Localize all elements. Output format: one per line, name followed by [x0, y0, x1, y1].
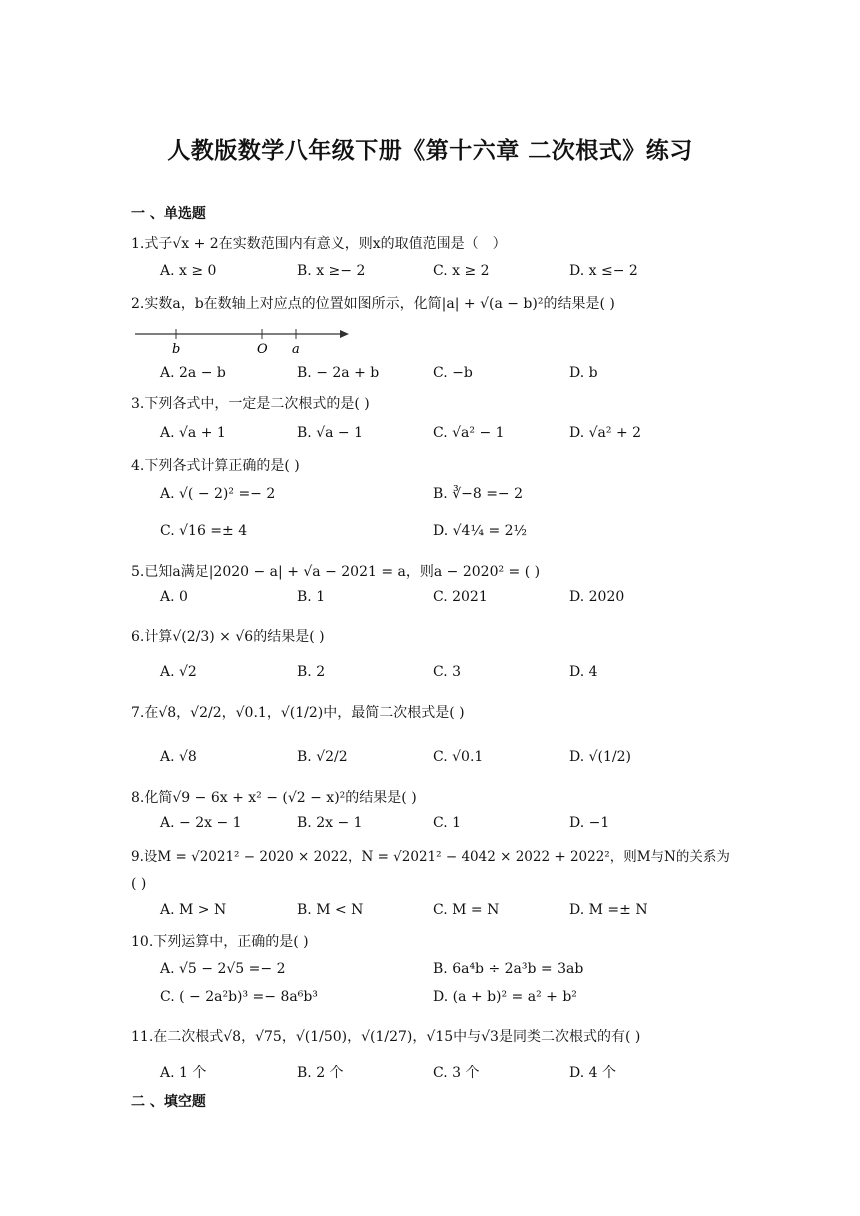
page-title: 人教版数学八年级下册《第十六章 二次根式》练习 [167, 138, 693, 164]
question-8-stem: 8.化简√9 − 6x + x² − (√2 − x)²的结果是( ) [131, 790, 417, 806]
question-5-option-b[interactable]: B. 1 [297, 589, 326, 605]
question-8-option-b[interactable]: B. 2x − 1 [297, 815, 363, 831]
label-o: O [257, 342, 268, 357]
question-7-option-a[interactable]: A. √8 [160, 749, 197, 765]
question-6-option-d[interactable]: D. 4 [569, 664, 598, 680]
question-9-option-d[interactable]: D. M =± N [569, 902, 648, 918]
question-5-stem: 5.已知a满足|2020 − a| + √a − 2021 = a，则a − 2020² = ( ) [131, 564, 541, 580]
question-3-option-a[interactable]: A. √a + 1 [160, 425, 226, 441]
label-a: a [292, 342, 300, 357]
question-6-stem: 6.计算√(2/3) × √6的结果是( ) [131, 629, 325, 645]
question-5-option-a[interactable]: A. 0 [160, 589, 188, 605]
question-8-option-a[interactable]: A. − 2x − 1 [160, 815, 242, 831]
question-10-option-a[interactable]: A. √5 − 2√5 =− 2 [160, 961, 286, 977]
question-4-option-a[interactable]: A. √( − 2)² =− 2 [160, 486, 276, 502]
question-9-option-c[interactable]: C. M = N [433, 902, 500, 918]
label-b: b [172, 342, 181, 357]
question-2-stem: 2.实数a，b在数轴上对应点的位置如图所示，化简|a| + √(a − b)²的结果是( ) [131, 296, 615, 312]
question-7-option-c[interactable]: C. √0.1 [433, 749, 484, 765]
question-1-option-a[interactable]: A. x ≥ 0 [160, 263, 217, 279]
question-9-option-b[interactable]: B. M < N [297, 902, 364, 918]
question-1-stem: 1.式子√x + 2在实数范围内有意义，则x的取值范围是（ ） [131, 236, 507, 252]
question-3-option-b[interactable]: B. √a − 1 [297, 425, 363, 441]
question-11-option-b[interactable]: B. 2 个 [297, 1065, 344, 1081]
question-3-option-c[interactable]: C. √a² − 1 [433, 425, 505, 441]
question-1-option-d[interactable]: D. x ≤− 2 [569, 263, 638, 279]
question-2-option-d[interactable]: D. b [569, 365, 598, 381]
question-7-stem: 7.在√8，√2/2，√0.1，√(1/2)中，最简二次根式是( ) [131, 705, 465, 721]
number-line-figure [133, 322, 363, 362]
question-4-option-c[interactable]: C. √16 =± 4 [160, 523, 248, 539]
question-2-option-a[interactable]: A. 2a − b [160, 365, 226, 381]
question-2-option-c[interactable]: C. −b [433, 365, 473, 381]
question-4-option-b[interactable]: B. ∛−8 =− 2 [433, 486, 524, 502]
question-3-stem: 3.下列各式中，一定是二次根式的是( ) [131, 396, 370, 412]
question-9-option-a[interactable]: A. M > N [160, 902, 227, 918]
section-heading-fill-in: 二 、填空题 [131, 1094, 206, 1110]
question-4-stem: 4.下列各式计算正确的是( ) [131, 458, 300, 474]
number-line-arrow [340, 330, 349, 338]
question-10-option-c[interactable]: C. ( − 2a²b)³ =− 8a⁶b³ [160, 989, 318, 1005]
question-11-option-d[interactable]: D. 4 个 [569, 1065, 616, 1081]
question-7-option-b[interactable]: B. √2/2 [297, 749, 348, 765]
question-1-option-c[interactable]: C. x ≥ 2 [433, 263, 490, 279]
section-heading-single-choice: 一 、单选题 [131, 206, 206, 222]
question-8-option-d[interactable]: D. −1 [569, 815, 610, 831]
question-10-stem: 10.下列运算中，正确的是( ) [131, 934, 309, 950]
question-8-option-c[interactable]: C. 1 [433, 815, 462, 831]
question-6-option-b[interactable]: B. 2 [297, 664, 326, 680]
question-10-option-d[interactable]: D. (a + b)² = a² + b² [433, 989, 577, 1005]
question-5-option-c[interactable]: C. 2021 [433, 589, 488, 605]
question-4-option-d[interactable]: D. √4¼ = 2½ [433, 523, 528, 539]
question-11-option-c[interactable]: C. 3 个 [433, 1065, 480, 1081]
question-1-option-b[interactable]: B. x ≥− 2 [297, 263, 366, 279]
question-9-stem: 9.设M = √2021² − 2020 × 2022，N = √2021² − 4042 × 2022 + 2022²，则M与N的关系为 [131, 849, 730, 865]
question-6-option-c[interactable]: C. 3 [433, 664, 462, 680]
question-2-option-b[interactable]: B. − 2a + b [297, 365, 380, 381]
question-11-stem: 11.在二次根式√8，√75，√(1/50)，√(1/27)，√15中与√3是同类二次根式的有( ) [131, 1029, 641, 1045]
question-5-option-d[interactable]: D. 2020 [569, 589, 625, 605]
question-6-option-a[interactable]: A. √2 [160, 664, 197, 680]
question-9-stem-continued: ( ) [131, 876, 147, 892]
question-10-option-b[interactable]: B. 6a⁴b ÷ 2a³b = 3ab [433, 961, 584, 977]
question-7-option-d[interactable]: D. √(1/2) [569, 749, 632, 765]
question-11-option-a[interactable]: A. 1 个 [160, 1065, 207, 1081]
question-3-option-d[interactable]: D. √a² + 2 [569, 425, 642, 441]
